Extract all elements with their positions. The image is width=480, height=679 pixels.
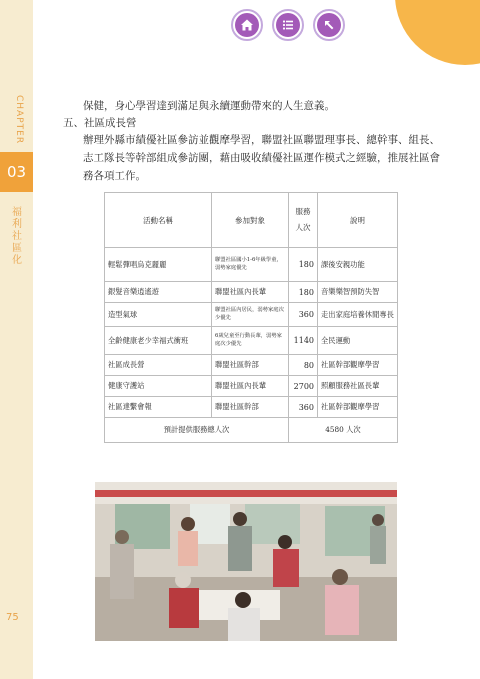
paragraph-line-1: 辦理外縣市績優社區參訪並觀摩學習，聯盟社區聯盟理事長、總幹事、組長、 <box>83 134 440 146</box>
cell-activity: 全齡健康老少幸福式衝班 <box>105 327 212 355</box>
cell-participants: 聯盟社區內長輩 <box>212 376 289 397</box>
table-header-row <box>105 193 398 248</box>
contents-button[interactable] <box>272 9 304 41</box>
header-count-line1: 服務 <box>295 207 311 216</box>
cell-note: 音樂樂智預防失智 <box>318 282 398 303</box>
photo-illustration <box>95 482 397 641</box>
cell-count: 180 <box>289 282 318 303</box>
cell-note: 照顧服務社區長輩 <box>318 376 398 397</box>
table-row <box>105 282 398 303</box>
cell-activity: 健康守護站 <box>105 376 212 397</box>
paragraph-line-3: 務各項工作。 <box>83 170 146 182</box>
header-participants: 參加對象 <box>212 193 289 248</box>
chapter-number: 03 <box>0 152 33 192</box>
home-icon <box>240 18 254 32</box>
table-row <box>105 248 398 282</box>
cell-note: 全民運動 <box>318 327 398 355</box>
cell-note: 社區幹部觀摩學習 <box>318 397 398 418</box>
cell-count: 80 <box>289 355 318 376</box>
back-icon <box>322 18 336 32</box>
cell-count: 2700 <box>289 376 318 397</box>
corner-decoration <box>395 0 480 65</box>
cell-participants: 聯盟社區國小1-6年級學童，弱勢家庭優先 <box>212 248 289 282</box>
cell-activity: 造型氣球 <box>105 303 212 327</box>
table-total-row <box>105 418 398 443</box>
chapter-label: CHAPTER <box>14 95 24 145</box>
cell-count: 1140 <box>289 327 318 355</box>
cell-count: 180 <box>289 248 318 282</box>
table-row <box>105 327 398 355</box>
cell-activity: 銀髮音樂逍遙遊 <box>105 282 212 303</box>
header-count <box>289 193 318 248</box>
list-icon <box>281 18 295 32</box>
cell-activity: 輕鬆彈唱烏克麗麗 <box>105 248 212 282</box>
cell-participants: 聯盟社區內居民，弱勢家庭次少優先 <box>212 303 289 327</box>
nav-bar <box>231 9 345 41</box>
cell-activity: 社區成長營 <box>105 355 212 376</box>
header-activity: 活動名稱 <box>105 193 212 248</box>
table-row <box>105 355 398 376</box>
table-row <box>105 376 398 397</box>
table-row <box>105 303 398 327</box>
section-heading: 五、社區成長營 <box>63 117 137 129</box>
header-count-line2: 人次 <box>295 223 311 232</box>
header-note: 說明 <box>318 193 398 248</box>
cell-participants: 聯盟社區幹部 <box>212 355 289 376</box>
page-number: 75 <box>6 612 19 623</box>
cell-count: 360 <box>289 303 318 327</box>
cell-participants: 聯盟社區幹部 <box>212 397 289 418</box>
total-value: 4580 人次 <box>289 418 398 443</box>
home-button[interactable] <box>231 9 263 41</box>
cell-participants: 6歲兒童至行動長輩，弱勢家庭次少優先 <box>212 327 289 355</box>
cell-count: 360 <box>289 397 318 418</box>
paragraph-line-2: 志工隊長等幹部組成參訪團，藉由吸收績優社區運作模式之經驗，推展社區會 <box>83 152 440 164</box>
service-table <box>104 192 398 443</box>
cell-participants: 聯盟社區內長輩 <box>212 282 289 303</box>
cell-note: 課後安親功能 <box>318 248 398 282</box>
cell-activity: 社區達繫會報 <box>105 397 212 418</box>
body-line-1: 保健，身心學習達到滿足與永續運動帶來的人生意義。 <box>83 100 335 112</box>
total-label: 預計提供服務總人次 <box>105 418 289 443</box>
table-row <box>105 397 398 418</box>
back-button[interactable] <box>313 9 345 41</box>
cell-note: 社區幹部觀摩學習 <box>318 355 398 376</box>
activity-photo <box>95 482 397 641</box>
section-title: 福利社區化 <box>12 207 22 266</box>
cell-note: 走出家庭培養休閒專長 <box>318 303 398 327</box>
